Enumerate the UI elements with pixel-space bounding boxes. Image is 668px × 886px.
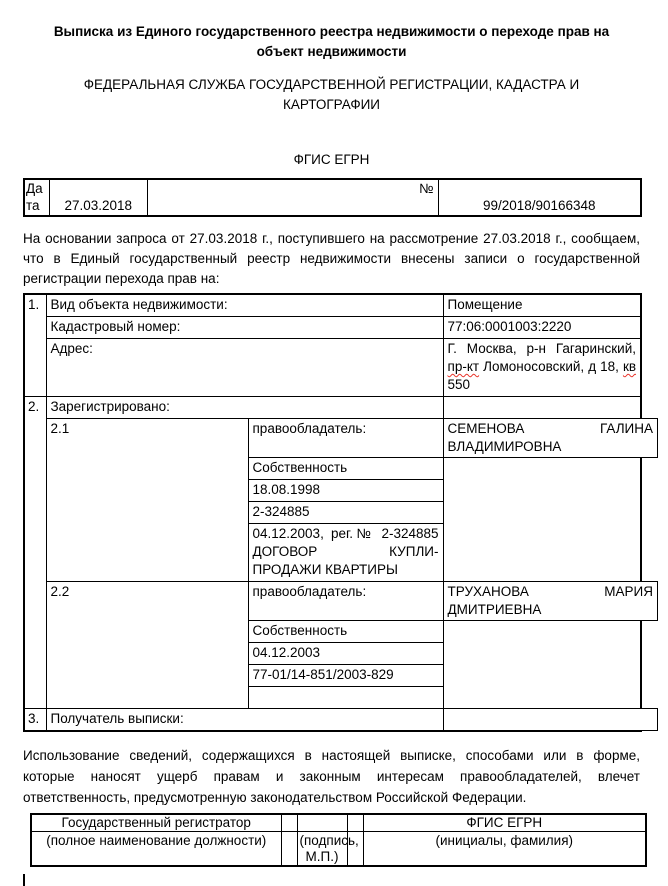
address-value [443, 339, 641, 397]
system-value: ФГИС ЕГРН [363, 814, 646, 832]
misspelled-word: пр-кт [447, 359, 480, 374]
address-label: Адрес: [46, 339, 443, 397]
table-row [24, 709, 641, 732]
right-type: Собственность [248, 621, 443, 643]
recipient-value [443, 708, 659, 731]
date-value: 27.03.2018 [49, 179, 147, 216]
holder-name-cell [443, 419, 654, 458]
registrar-title: Государственный регистратор [31, 814, 281, 832]
address-part: Ломоносовский, д 18, [479, 359, 623, 374]
transfer-info [248, 687, 443, 709]
holder-name-cell [443, 582, 654, 621]
row-number: 3. [24, 709, 46, 732]
address-part: Г. Москва, р-н Гагаринский, [447, 341, 637, 356]
empty-cell [443, 621, 641, 709]
transfer-info: 04.12.2003, рег.№ 2-324885 ДОГОВОР КУПЛИ-ПРОДАЖИ КВАРТИРЫ [248, 524, 443, 582]
property-type-label: Вид объекта недвижимости: [46, 294, 443, 317]
property-type-value: Помещение [443, 294, 641, 317]
registered-label: Зарегистрировано: [46, 397, 443, 419]
reg-number: 2-324885 [248, 502, 443, 524]
table-row [24, 582, 641, 621]
reg-date: 18.08.1998 [248, 480, 443, 502]
system-name: ФГИС ЕГРН [293, 152, 370, 167]
misspelled-word: кв [622, 359, 637, 374]
reg-number: 77-01/14-851/2003-829 [248, 665, 443, 687]
request-header-table [23, 178, 642, 217]
registrar-subtitle: (полное наименование должности) [31, 832, 281, 867]
row-number: 2. [24, 397, 46, 709]
liability-paragraph: Использование сведений, содержащихся в настоящей выписке, способами или в форме, которые наносят ущерб правам и законным интересам правообладателей, влечет ответственность, предусмотренную законодательством Российской Федерации. [23, 748, 640, 805]
holder-label: правообладатель: [248, 582, 443, 621]
reg-date: 04.12.2003 [248, 643, 443, 665]
holder-name: ТРУХАНОВА МАРИЯ ДМИТРИЕВНА [443, 581, 659, 621]
property-table [23, 293, 654, 732]
empty-cell [347, 814, 363, 832]
table-row [24, 294, 641, 317]
name-note: (инициалы, фамилия) [363, 832, 646, 867]
table-row [24, 339, 641, 397]
number-value: 99/2018/90166348 [438, 179, 641, 216]
holder-label: правообладатель: [248, 419, 443, 458]
intro-paragraph: На основании запроса от 27.03.2018 г., поступившего на рассмотрение 27.03.2018 г., сообщаем, что в Единый государственный реестр недвижимости внесены записи о государственной регистрации перехода прав на: [23, 231, 640, 286]
empty-cell [443, 458, 641, 582]
empty-cell [281, 814, 297, 832]
doc-title: Выписка из Единого государственного реестра недвижимости о переходе прав на объект недвижимости [53, 24, 610, 59]
empty-cell [443, 397, 641, 419]
agency-name: ФЕДЕРАЛЬНАЯ СЛУЖБА ГОСУДАРСТВЕННОЙ РЕГИСТРАЦИИ, КАДАСТРА И КАРТОГРАФИИ [83, 77, 580, 112]
registration-index: 2.1 [46, 419, 248, 582]
address-part: 550 [447, 377, 471, 392]
text-cursor [23, 874, 25, 886]
recipient-value-cell [443, 709, 641, 732]
registration-index: 2.2 [46, 582, 248, 709]
empty-cell [281, 832, 297, 867]
holder-name: СЕМЕНОВА ГАЛИНА ВЛАДИМИРОВНА [443, 418, 659, 458]
number-label: № [147, 179, 438, 216]
right-type: Собственность [248, 458, 443, 480]
table-row [24, 419, 641, 458]
signature-table [30, 813, 647, 867]
table-row [24, 397, 641, 419]
signature-note: (подпись, М.П.) [297, 832, 347, 867]
table-row [31, 832, 646, 867]
table-row [31, 814, 646, 832]
table-row [24, 317, 641, 339]
row-number: 1. [24, 294, 46, 397]
cadastral-number-value: 77:06:0001003:2220 [443, 317, 641, 339]
recipient-label: Получатель выписки: [46, 709, 443, 732]
empty-cell [297, 814, 347, 832]
date-label: Дата [24, 179, 49, 216]
cadastral-number-label: Кадастровый номер: [46, 317, 443, 339]
